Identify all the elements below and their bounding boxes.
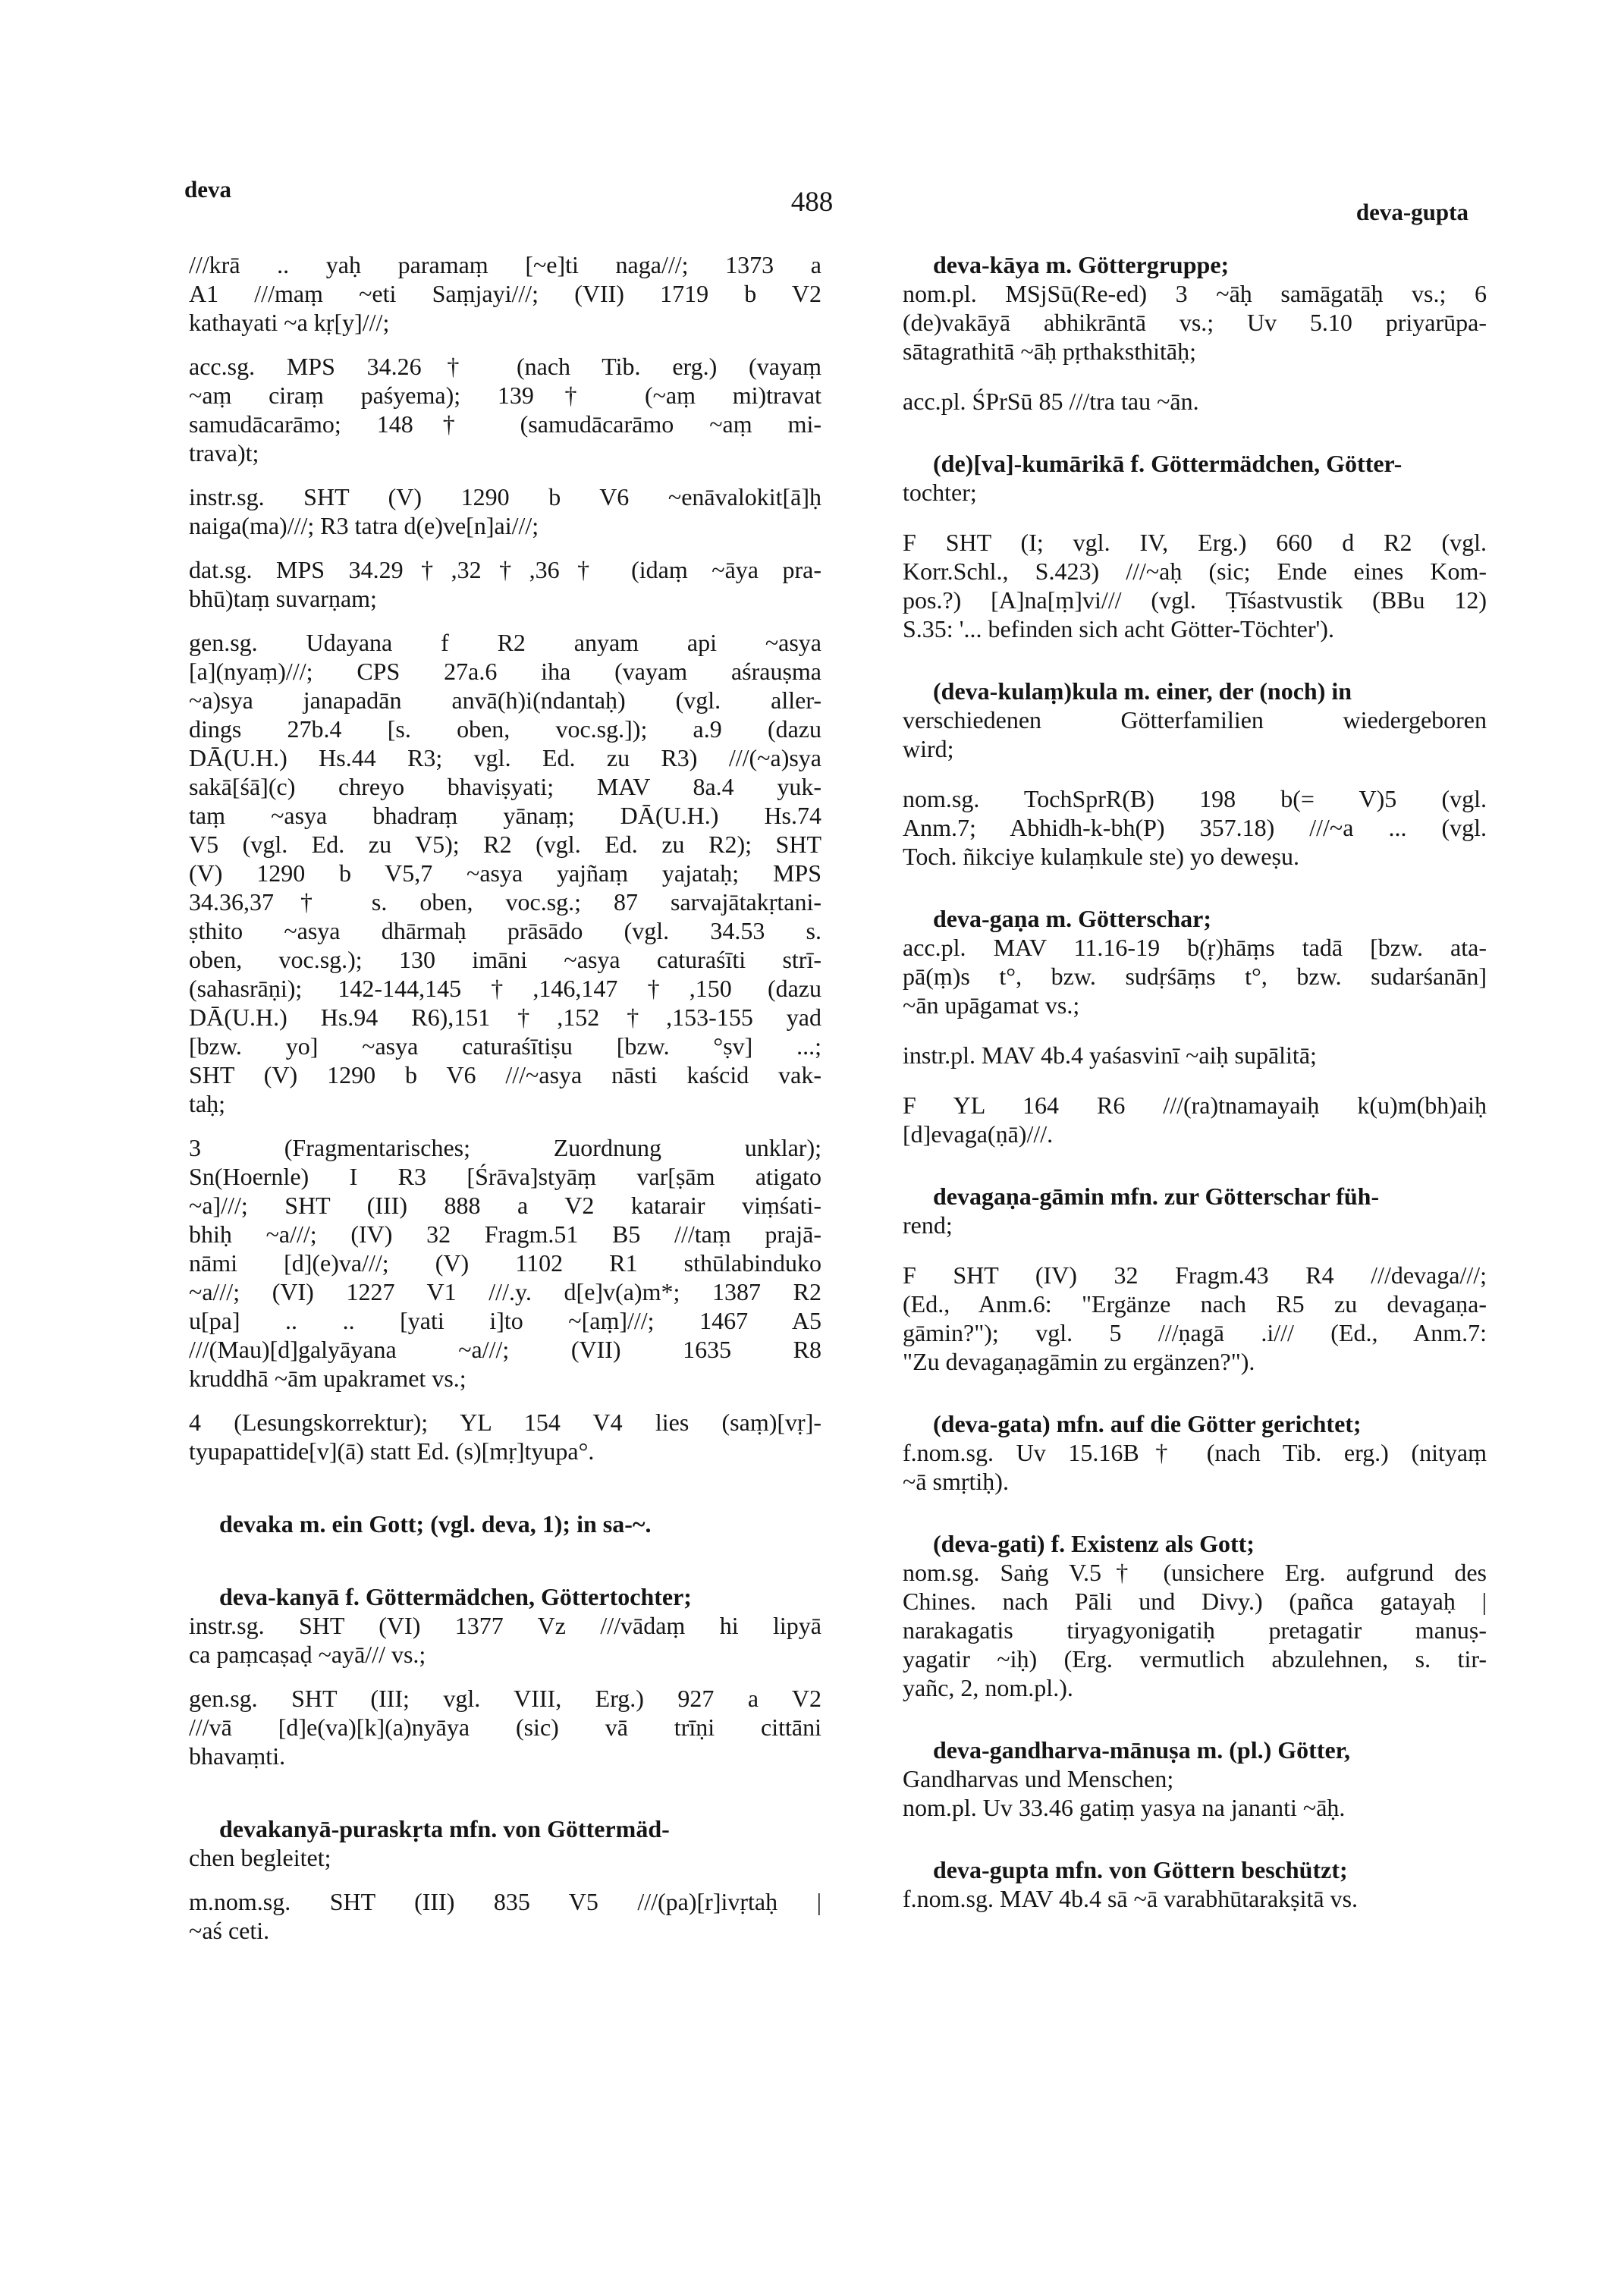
running-head-left: deva <box>184 176 231 203</box>
entry-text-line: Sn(Hoernle) I R3 [Śrāva]styāṃ var[ṣām atigato <box>189 1163 821 1190</box>
spacer <box>903 1148 1487 1182</box>
entry-text-line: samudācarāmo; 148† (samudācarāmo ~aṃ mi- <box>189 410 821 438</box>
entry-text-line: ~a]///; SHT (III) 888 a V2 katarair viṃśati- <box>189 1192 821 1219</box>
entry-text-line: acc.sg. MPS 34.26† (nach Tib. erg.) (vayaṃ <box>189 353 821 380</box>
entry-text-line: Toch. ñikciye kulaṃkule ste) yo deweṣu. <box>903 843 1299 870</box>
entry-text-line: ~ā smṛtiḥ). <box>903 1468 1009 1495</box>
entry-text-line: DĀ(U.H.) Hs.44 R3; vgl. Ed. zu R3) ///(~a)sya <box>189 744 821 771</box>
entry-text-line: yañc, 2, nom.pl.). <box>903 1674 1073 1701</box>
entry-text-line: F YL 164 R6 ///(ra)tnamayaiḥ k(u)m(bh)aiḥ <box>903 1092 1487 1119</box>
entry-text-line: 34.36,37† s. oben, voc.sg.; 87 sarvajātakṛtani- <box>189 888 821 916</box>
spacer <box>189 540 821 555</box>
entry-text-line: ///krā .. yaḥ paramaṃ [~e]ti naga///; 1373 a <box>189 251 821 278</box>
entry-text-line: Anm.7; Abhidh-k-bh(P) 357.18) ///~a ... (vgl. <box>903 814 1487 841</box>
spacer <box>903 366 1487 387</box>
entry-text-line: f.nom.sg. Uv 15.16B† (nach Tib. erg.) (nityaṃ <box>903 1439 1487 1466</box>
entry-text-line: ///(Mau)[d]galyāyana ~a///; (VII) 1635 R8 <box>189 1336 821 1363</box>
spacer <box>189 1669 821 1684</box>
spacer <box>189 1872 821 1887</box>
entry-text-line: [bzw. yo] ~asya caturaśītiṣu [bzw. °ṣv] ...; <box>189 1032 821 1060</box>
spacer <box>903 416 1487 449</box>
entry-text-line: acc.pl. MAV 11.16-19 b(ṛ)hāṃs tadā [bzw. ata- <box>903 934 1487 961</box>
entry-text-line: bhavaṃti. <box>189 1742 286 1770</box>
entry-headword-line: (de)[va]-kumārikā f. Göttermädchen, Götter- <box>933 450 1403 477</box>
entry-text-line: (sahasrāṇi); 142-144,145†,146,147†,150 (dazu <box>189 975 821 1002</box>
entry-text-line: ~aṃ ciraṃ paśyema); 139† (~aṃ mi)travat <box>189 382 821 409</box>
entry-text-line: f.nom.sg. MAV 4b.4 sā ~ā varabhūtarakṣitā vs. <box>903 1885 1359 1912</box>
entry-text-line: 3 (Fragmentarisches; Zuordnung unklar); <box>189 1134 821 1161</box>
entry-text-line: Korr.Schl., S.423) ///~aḥ (sic; Ende eines Kom- <box>903 558 1487 585</box>
entry-text-line: chen begleitet; <box>189 1844 331 1871</box>
entry-text-line: (Ed., Anm.6: "Ergänze nach R5 zu devagaṇa- <box>903 1290 1487 1318</box>
spacer <box>903 763 1487 784</box>
entry-headword-line: (deva-gata) mfn. auf die Götter gerichtet; <box>933 1410 1362 1437</box>
spacer <box>189 467 821 482</box>
entry-text-line: tyupapattide[v](ā) statt Ed. (s)[mṛ]tyupa°. <box>189 1437 595 1465</box>
spacer <box>189 1538 821 1582</box>
entry-text-line: instr.sg. SHT (V) 1290 b V6 ~enāvalokit[ā]ḥ <box>189 483 821 510</box>
entry-text-line: sātagrathitā ~āḥ pṛthaksthitāḥ; <box>903 338 1196 365</box>
entry-headword-line: deva-gandharva-mānuṣa m. (pl.) Götter, <box>933 1736 1350 1764</box>
right-column <box>903 250 1487 1913</box>
entry-text-line: nom.pl. MSjSū(Re-ed) 3 ~āḥ samāgatāḥ vs.; 6 <box>903 280 1487 307</box>
page-number: 488 <box>790 187 834 218</box>
spacer <box>189 1393 821 1408</box>
entry-text-line: DĀ(U.H.) Hs.94 R6),151†,152†,153-155 yad <box>189 1004 821 1031</box>
entry-text-line: Chines. nach Pāli und Divy.) (pañca gatayaḥ | <box>903 1588 1487 1615</box>
entry-text-line: SHT (V) 1290 b V6 ///~asya nāsti kaścid vak- <box>189 1061 821 1088</box>
spacer <box>903 1822 1487 1855</box>
entry-text-line: bhū)taṃ suvarṇam; <box>189 585 377 612</box>
entry-text-line: bhiḥ ~a///; (IV) 32 Fragm.51 B5 ///taṃ prajā- <box>189 1220 821 1248</box>
entry-text-line: ///vā [d]e(va)[k](a)nyāya (sic) vā trīṇi cittāni <box>189 1713 821 1741</box>
spacer <box>189 1118 821 1133</box>
spacer <box>903 1376 1487 1409</box>
entry-text-line: ~a)sya janapadān anvā(h)i(ndantaḥ) (vgl. aller- <box>189 686 821 714</box>
entry-text-line: instr.sg. SHT (VI) 1377 Vz ///vādaṃ hi lipyā <box>189 1612 821 1639</box>
entry-text-line: m.nom.sg. SHT (III) 835 V5 ///(pa)[r]ivṛtaḥ | <box>189 1888 821 1915</box>
entry-headword-line: devagaṇa-gāmin mfn. zur Götterschar füh- <box>933 1183 1380 1210</box>
entry-text-line: ~ān upāgamat vs.; <box>903 991 1080 1019</box>
spacer <box>189 337 821 352</box>
entry-headword-line: devakanyā-puraskṛta mfn. von Göttermäd- <box>219 1815 670 1842</box>
entry-text-line: trava)t; <box>189 439 259 466</box>
entry-headword-line: devaka m. ein Gott; (vgl. deva, 1); in sa-~. <box>219 1510 652 1538</box>
entry-text-line: oben, voc.sg.); 130 imāni ~asya caturaśīti strī- <box>189 946 821 973</box>
entry-text-line: u[pa] .. .. [yati i]to ~[aṃ]///; 1467 A5 <box>189 1307 821 1334</box>
entry-headword-line: deva-kanyā f. Göttermädchen, Göttertochter; <box>219 1583 692 1610</box>
entry-text-line: [a](nyaṃ)///; CPS 27a.6 iha (vayam aśrauṣma <box>189 658 821 685</box>
entry-text-line: instr.pl. MAV 4b.4 yaśasvinī ~aiḥ supālitā; <box>903 1041 1317 1069</box>
entry-text-line: taḥ; <box>189 1090 225 1117</box>
entry-text-line: 4 (Lesungskorrektur); YL 154 V4 lies (saṃ)[vṛ]- <box>189 1409 821 1436</box>
entry-headword-line: deva-gupta mfn. von Göttern beschützt; <box>933 1856 1348 1883</box>
entry-text-line: gen.sg. Udayana f R2 anyam api ~asya <box>189 629 821 656</box>
entry-text-line: F SHT (IV) 32 Fragm.43 R4 ///devaga///; <box>903 1261 1487 1289</box>
spacer <box>903 1070 1487 1091</box>
entry-text-line: nom.sg. Saṅg V.5† (unsichere Erg. aufgrund des <box>903 1559 1487 1586</box>
entry-text-line: yagatir ~iḥ) (Erg. vermutlich abzulehnen, s. tir- <box>903 1645 1487 1673</box>
entry-text-line: V5 (vgl. Ed. zu V5); R2 (vgl. Ed. zu R2); SHT <box>189 831 821 858</box>
entry-text-line: nāmi [d](e)va///; (V) 1102 R1 sthūlabinduko <box>189 1249 821 1277</box>
entry-text-line: S.35: '... befinden sich acht Götter-Töchter'). <box>903 615 1334 642</box>
entry-text-line: (de)vakāyā abhikrāntā vs.; Uv 5.10 priyarūpa- <box>903 309 1487 336</box>
spacer <box>903 1496 1487 1529</box>
entry-text-line: dings 27b.4 [s. oben, voc.sg.]); a.9 (dazu <box>189 715 821 743</box>
spacer <box>903 1239 1487 1261</box>
spacer <box>189 613 821 628</box>
entry-text-line: verschiedenen Götterfamilien wiedergeboren <box>903 706 1487 733</box>
spacer <box>903 1019 1487 1041</box>
entry-text-line: gen.sg. SHT (III; vgl. VIII, Erg.) 927 a V2 <box>189 1685 821 1712</box>
entry-text-line: tochter; <box>903 479 977 506</box>
entry-text-line: narakagatis tiryagyonigatiḥ pretagatir manuṣ- <box>903 1616 1487 1644</box>
entry-text-line: ~a///; (VI) 1227 V1 ///.y. d[e]v(a)m*; 1387 R2 <box>189 1278 821 1305</box>
entry-text-line: wird; <box>903 735 954 762</box>
entry-text-line: ~aś ceti. <box>189 1917 270 1944</box>
entry-headword-line: (deva-gati) f. Existenz als Gott; <box>933 1530 1255 1557</box>
entry-text-line: rend; <box>903 1211 953 1239</box>
entry-text-line: [d]evaga(ṇā)///. <box>903 1120 1054 1148</box>
left-column <box>189 250 821 1945</box>
entry-text-line: pā(ṃ)s t°, bzw. sudṛśāṃs t°, bzw. sudarśanān] <box>903 963 1487 990</box>
entry-text-line: Gandharvas und Menschen; <box>903 1765 1174 1792</box>
spacer <box>903 1702 1487 1735</box>
running-head-right: deva-gupta <box>1355 199 1469 225</box>
entry-text-line: kathayati ~a kṛ[y]///; <box>189 309 390 336</box>
entry-text-line: acc.pl. ŚPrSū 85 ///tra tau ~ān. <box>903 388 1199 415</box>
entry-text-line: pos.?) [A]na[ṃ]vi/// (vgl. Ṭīśastvustik (BBu 12) <box>903 586 1487 614</box>
entry-text-line: (V) 1290 b V5,7 ~asya yajñaṃ yajataḥ; MPS <box>189 859 821 887</box>
spacer <box>903 871 1487 904</box>
entry-text-line: F SHT (I; vgl. IV, Erg.) 660 d R2 (vgl. <box>903 529 1487 556</box>
spacer <box>903 643 1487 677</box>
entry-text-line: sakā[śā](c) chreyo bhaviṣyati; MAV 8a.4 yuk- <box>189 773 821 800</box>
entry-text-line: dat.sg. MPS 34.29†,32†,36† (idaṃ ~āya pra- <box>189 556 821 583</box>
entry-text-line: nom.pl. Uv 33.46 gatiṃ yasya na jananti ~āḥ. <box>903 1794 1346 1821</box>
entry-text-line: ca paṃcaṣaḍ ~ayā/// vs.; <box>189 1641 426 1668</box>
entry-text-line: taṃ ~asya bhadraṃ yānaṃ; DĀ(U.H.) Hs.74 <box>189 802 821 829</box>
entry-headword-line: deva-gaṇa m. Götterschar; <box>933 905 1212 932</box>
entry-text-line: gāmin?"); vgl. 5 ///ṇagā .i/// (Ed., Anm.7: <box>903 1319 1487 1346</box>
entry-text-line: naiga(ma)///; R3 tatra d(e)ve[n]ai///; <box>189 512 539 539</box>
spacer <box>189 1770 821 1814</box>
entry-headword-line: (deva-kulaṃ)kula m. einer, der (noch) in <box>933 677 1352 705</box>
spacer <box>903 507 1487 528</box>
entry-text-line: nom.sg. TochSprR(B) 198 b(= V)5 (vgl. <box>903 785 1487 812</box>
entry-text-line: kruddhā ~ām upakramet vs.; <box>189 1365 466 1392</box>
spacer <box>189 1465 821 1509</box>
entry-text-line: ṣthito ~asya dhārmaḥ prāsādo (vgl. 34.53 s. <box>189 917 821 944</box>
entry-text-line: "Zu devagaṇagāmin zu ergänzen?"). <box>903 1348 1255 1375</box>
entry-text-line: A1 ///maṃ ~eti Saṃjayi///; (VII) 1719 b V2 <box>189 280 821 307</box>
entry-headword-line: deva-kāya m. Göttergruppe; <box>933 251 1230 278</box>
